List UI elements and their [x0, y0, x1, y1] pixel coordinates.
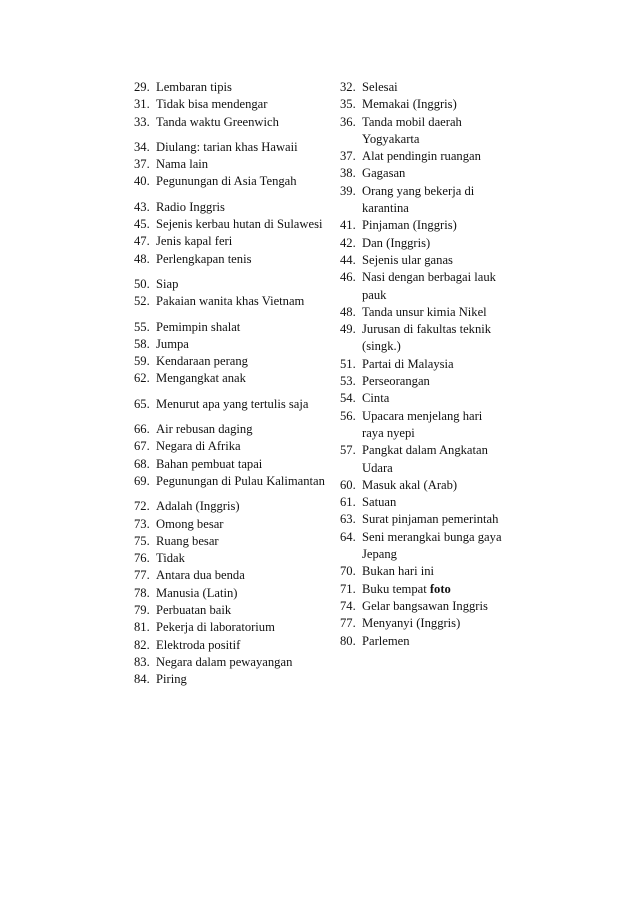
clue-number: 54.: [340, 391, 356, 406]
clue-item: [134, 173, 325, 190]
clue-item: [340, 494, 502, 511]
clue-text: [362, 511, 498, 528]
clue-number: 65.: [134, 396, 150, 411]
clue-text-line: Negara di Afrika: [156, 439, 241, 454]
clue-item: [134, 276, 325, 293]
clue-number: 61.: [340, 495, 356, 510]
clue-text-line: Omong besar: [156, 516, 224, 531]
clue-text: [362, 494, 396, 511]
clue-item: [340, 321, 502, 356]
clue-number: 80.: [340, 633, 356, 648]
clue-item: [340, 563, 502, 580]
clue-number: 77.: [340, 616, 356, 631]
clue-text: [362, 615, 460, 632]
clue-text-line: Dan (Inggris): [362, 235, 431, 250]
clue-number: 52.: [134, 294, 150, 309]
clue-number: 48.: [134, 251, 150, 266]
clue-text: [156, 550, 185, 567]
clue-text: [156, 516, 224, 533]
clue-number: 84.: [134, 672, 150, 687]
clue-text: [156, 602, 231, 619]
clue-item: [340, 165, 502, 182]
clue-item: [134, 319, 325, 336]
clue-text: [156, 396, 308, 413]
clue-text: [156, 293, 304, 310]
clue-number: 45.: [134, 217, 150, 232]
clue-number: 69.: [134, 473, 150, 488]
clue-text-line: Bahan pembuat tapai: [156, 456, 263, 471]
clue-text-line: Seni merangkai bunga gaya: [362, 529, 502, 544]
clue-text: [362, 529, 502, 564]
clue-item: [134, 293, 325, 310]
clue-text-line: Tidak: [156, 551, 185, 566]
clue-text: [362, 79, 398, 96]
clue-text: [156, 619, 275, 636]
clue-item: [340, 183, 502, 218]
clue-text: [156, 336, 189, 353]
clue-number: 31.: [134, 97, 150, 112]
clue-item: [134, 251, 325, 268]
clue-text-line: Partai di Malaysia: [362, 356, 454, 371]
clue-number: 76.: [134, 551, 150, 566]
clue-item: [340, 269, 502, 304]
clue-number: 64.: [340, 529, 356, 544]
clue-text-line: Tanda waktu Greenwich: [156, 114, 279, 129]
clue-text-line: Jumpa: [156, 336, 189, 351]
clue-item: [340, 79, 502, 96]
clue-number: 48.: [340, 304, 356, 319]
clue-text-line: Jepang: [362, 547, 397, 562]
clue-text-line: Pekerja di laboratorium: [156, 620, 275, 635]
clue-item: [134, 79, 325, 96]
clue-number: 56.: [340, 408, 356, 423]
clue-text: [362, 581, 451, 598]
clue-text-line: Pangkat dalam Angkatan: [362, 443, 488, 458]
clue-text: [156, 585, 237, 602]
clue-text-line: Perlengkapan tenis: [156, 251, 252, 266]
clue-text-line: Manusia (Latin): [156, 585, 238, 600]
clue-text: [156, 438, 241, 455]
clue-text: [156, 637, 240, 654]
clue-number: 58.: [134, 336, 150, 351]
clue-item: [340, 511, 502, 528]
clue-item: [134, 216, 325, 233]
clue-item: [134, 671, 325, 688]
clue-text-line: Pinjaman (Inggris): [362, 218, 457, 233]
clue-text: [362, 235, 430, 252]
clue-text: [156, 251, 251, 268]
clue-item: [134, 438, 325, 455]
clue-text-line: Udara: [362, 460, 393, 475]
clue-number: 67.: [134, 439, 150, 454]
clue-text-line: Pemimpin shalat: [156, 319, 241, 334]
clue-text-line: Lembaran tipis: [156, 80, 232, 94]
clue-text-line: Menurut apa yang tertulis saja: [156, 396, 309, 411]
clue-number: 68.: [134, 456, 150, 471]
clue-number: 44.: [340, 252, 356, 267]
clue-number: 49.: [340, 322, 356, 337]
clue-number: 40.: [134, 174, 150, 189]
clue-text-line: Adalah (Inggris): [156, 499, 240, 514]
clue-number: 46.: [340, 270, 356, 285]
clue-text: [362, 390, 389, 407]
clue-text-line: pauk: [362, 287, 387, 302]
clue-number: 83.: [134, 654, 150, 669]
clue-text-line: Elektroda positif: [156, 637, 241, 652]
clue-text-line: Perbuatan baik: [156, 603, 232, 618]
clue-item: [134, 498, 325, 515]
bold-word: foto: [429, 581, 451, 596]
clue-item: [340, 235, 502, 252]
clue-item: [134, 516, 325, 533]
clue-text-line: Bukan hari ini: [362, 564, 435, 579]
clue-text: [362, 148, 481, 165]
clue-text: [362, 304, 487, 321]
clue-number: 59.: [134, 354, 150, 369]
clue-text-line: Mengangkat anak: [156, 371, 246, 386]
clue-text: [156, 671, 187, 688]
clue-text-line: Pegunungan di Pulau Kalimantan: [156, 473, 325, 488]
clue-item: [134, 96, 325, 113]
clue-number: 63.: [340, 512, 356, 527]
clue-text-line: Yogyakarta: [362, 131, 420, 146]
clue-text-line: Piring: [156, 672, 187, 687]
clue-item: [134, 585, 325, 602]
clue-item: [340, 304, 502, 321]
clue-number: 42.: [340, 235, 356, 250]
clue-item: [340, 252, 502, 269]
clue-text-line: Negara dalam pewayangan: [156, 654, 293, 669]
clue-text: [156, 567, 245, 584]
clue-number: 81.: [134, 620, 150, 635]
clue-item: [340, 356, 502, 373]
clue-number: 32.: [340, 80, 356, 94]
clue-text: [156, 173, 297, 190]
clue-text: [156, 139, 298, 156]
clue-number: 51.: [340, 356, 356, 371]
clue-list-left: [134, 79, 325, 689]
clue-text: [156, 473, 325, 490]
clue-number: 66.: [134, 422, 150, 437]
clue-item: [134, 114, 325, 131]
clue-text: [156, 276, 178, 293]
clue-item: [134, 637, 325, 654]
clue-item: [134, 533, 325, 550]
clue-item: [340, 581, 502, 598]
clue-text-line: Nasi dengan berbagai lauk: [362, 270, 496, 285]
clue-item: [134, 619, 325, 636]
clue-text: [362, 598, 488, 615]
clue-item: [340, 529, 502, 564]
clue-text-line: Air rebusan daging: [156, 422, 253, 437]
clue-text: [362, 114, 462, 149]
clue-number: 29.: [134, 80, 150, 94]
clue-number: 35.: [340, 97, 356, 112]
clue-number: 41.: [340, 218, 356, 233]
clue-text-line: (singk.): [362, 339, 401, 354]
clue-text-line: Diulang: tarian khas Hawaii: [156, 139, 298, 154]
clue-text: [156, 533, 219, 550]
clue-text: [362, 321, 491, 356]
clue-text-line: Memakai (Inggris): [362, 97, 457, 112]
clue-text-line: Tanda mobil daerah: [362, 114, 462, 129]
clue-text: [156, 79, 232, 96]
clue-text: [156, 498, 240, 515]
clue-number: 38.: [340, 166, 356, 181]
clue-text: [156, 233, 232, 250]
clue-number: 33.: [134, 114, 150, 129]
clue-item: [340, 114, 502, 149]
clue-text-line: Alat pendingin ruangan: [362, 149, 481, 164]
clue-number: 73.: [134, 516, 150, 531]
clue-number: 70.: [340, 564, 356, 579]
clue-text: [362, 96, 457, 113]
clue-text-line: Orang yang bekerja di: [362, 183, 475, 198]
clue-text-line: Buku tempat foto: [362, 581, 451, 596]
clue-text-line: Ruang besar: [156, 533, 219, 548]
clue-item: [134, 353, 325, 370]
clue-item: [134, 199, 325, 216]
clue-item: [134, 654, 325, 671]
clue-text: [362, 165, 405, 182]
clue-text-line: Surat pinjaman pemerintah: [362, 512, 499, 527]
clue-item: [340, 390, 502, 407]
clue-text-line: Cinta: [362, 391, 390, 406]
clue-text-line: raya nyepi: [362, 425, 415, 440]
clue-list-right: [340, 79, 502, 650]
clue-text: [156, 353, 248, 370]
clue-item: [134, 456, 325, 473]
clue-item: [134, 139, 325, 156]
clue-number: 71.: [340, 581, 356, 596]
clue-text: [362, 269, 496, 304]
clue-text: [362, 183, 474, 218]
clue-number: 78.: [134, 585, 150, 600]
clue-number: 57.: [340, 443, 356, 458]
clue-text: [362, 252, 453, 269]
clue-number: 55.: [134, 319, 150, 334]
clue-item: [340, 442, 502, 477]
clue-text-line: Pakaian wanita khas Vietnam: [156, 294, 305, 309]
clue-item: [134, 421, 325, 438]
clue-text: [156, 421, 253, 438]
clue-item: [340, 217, 502, 234]
clue-text-line: Jenis kapal feri: [156, 234, 233, 249]
clue-text: [362, 563, 434, 580]
clue-number: 72.: [134, 499, 150, 514]
clue-text-line: Gagasan: [362, 166, 406, 181]
clue-number: 50.: [134, 276, 150, 291]
clue-item: [134, 567, 325, 584]
clue-text-line: Antara dua benda: [156, 568, 245, 583]
clue-number: 77.: [134, 568, 150, 583]
clue-item: [340, 633, 502, 650]
clue-number: 47.: [134, 234, 150, 249]
clue-text: [156, 199, 225, 216]
clue-text: [362, 217, 457, 234]
clue-text-line: Selesai: [362, 80, 398, 94]
clue-text-line: Nama lain: [156, 157, 209, 172]
clue-text: [156, 96, 267, 113]
clue-text-line: Menyanyi (Inggris): [362, 616, 461, 631]
clue-text-line: Satuan: [362, 495, 397, 510]
clue-number: 36.: [340, 114, 356, 129]
clue-text: [156, 156, 208, 173]
clue-item: [340, 373, 502, 390]
clue-text-line: Sejenis ular ganas: [362, 252, 453, 267]
clue-text-line: Sejenis kerbau hutan di Sulawesi: [156, 217, 323, 232]
clue-text-line: Tidak bisa mendengar: [156, 97, 268, 112]
clue-number: 37.: [340, 149, 356, 164]
clue-number: 79.: [134, 603, 150, 618]
clue-text: [156, 114, 279, 131]
clue-text-line: Gelar bangsawan Inggris: [362, 598, 488, 613]
clue-item: [134, 370, 325, 387]
clue-text: [156, 319, 240, 336]
clue-text: [362, 373, 430, 390]
clue-item: [134, 473, 325, 490]
clue-text: [362, 442, 488, 477]
clue-item: [134, 233, 325, 250]
clue-text: [362, 477, 457, 494]
clue-text-line: Kendaraan perang: [156, 354, 248, 369]
clue-text: [362, 633, 410, 650]
clue-item: [134, 156, 325, 173]
clue-text-line: Parlemen: [362, 633, 410, 648]
clue-text-line: Tanda unsur kimia Nikel: [362, 304, 487, 319]
clue-item: [340, 408, 502, 443]
clue-item: [134, 550, 325, 567]
clue-item: [134, 336, 325, 353]
clue-item: [134, 396, 325, 413]
clue-text-line: Siap: [156, 276, 179, 291]
clue-item: [340, 96, 502, 113]
clue-number: 37.: [134, 157, 150, 172]
clue-text: [362, 408, 482, 443]
clue-number: 82.: [134, 637, 150, 652]
clue-item: [340, 477, 502, 494]
clue-text-line: Radio Inggris: [156, 199, 225, 214]
clue-text-line: Jurusan di fakultas teknik: [362, 322, 492, 337]
clue-number: 43.: [134, 199, 150, 214]
clue-number: 62.: [134, 371, 150, 386]
clue-item: [340, 148, 502, 165]
clue-text-line: Pegunungan di Asia Tengah: [156, 174, 297, 189]
clue-number: 34.: [134, 139, 150, 154]
clue-number: 53.: [340, 374, 356, 389]
clue-text-line: karantina: [362, 201, 409, 216]
clue-number: 60.: [340, 477, 356, 492]
clue-item: [340, 615, 502, 632]
clue-text: [156, 456, 262, 473]
clue-text-line: Perseorangan: [362, 374, 430, 389]
clue-text: [156, 654, 292, 671]
clue-text: [362, 356, 454, 373]
clue-number: 74.: [340, 598, 356, 613]
clue-text: [156, 216, 323, 233]
clue-text-line: Masuk akal (Arab): [362, 477, 458, 492]
clue-number: 75.: [134, 533, 150, 548]
clue-text-line: Upacara menjelang hari: [362, 408, 483, 423]
clue-number: 39.: [340, 183, 356, 198]
clue-text: [156, 370, 246, 387]
clue-item: [340, 598, 502, 615]
clue-item: [134, 602, 325, 619]
